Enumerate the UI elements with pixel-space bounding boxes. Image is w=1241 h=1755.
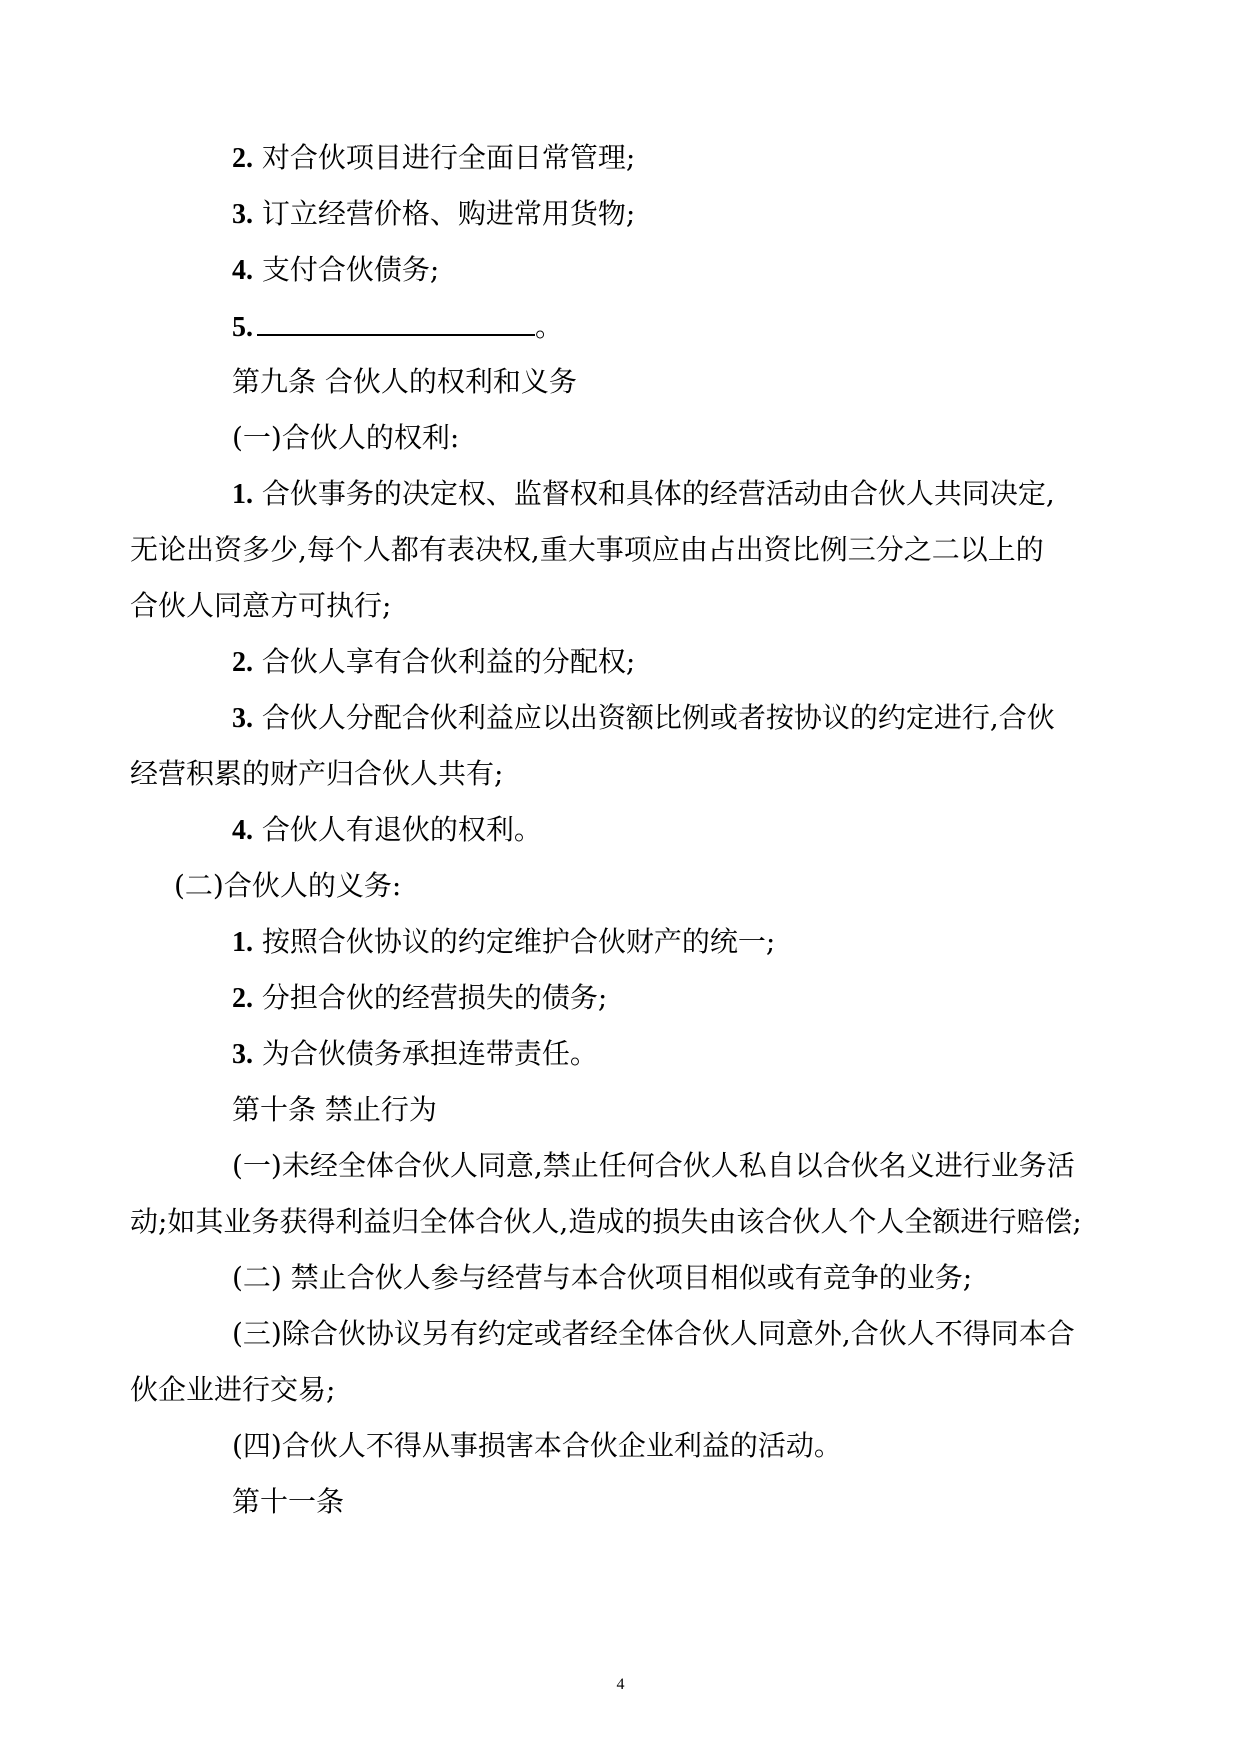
duties-heading: (二)合伙人的义务: (174, 869, 402, 902)
item-text: 订立经营价格、购进常用货物; (261, 197, 636, 230)
item-text: 合伙人分配合伙利益应以出资额比例或者按协议的约定进行,合伙 (261, 701, 1055, 734)
list-item (232, 644, 635, 681)
paragraph: (四)合伙人不得从事损害本合伙企业利益的活动。 (232, 1429, 842, 1462)
page-number: 4 (616, 1676, 625, 1693)
item-text: 为合伙债务承担连带责任。 (261, 1037, 598, 1070)
list-item (232, 1036, 598, 1073)
item-number: 2. (232, 143, 253, 174)
item-text: 合伙人享有合伙利益的分配权; (261, 645, 636, 678)
item-text: 合伙人有退伙的权利。 (261, 813, 542, 846)
item-text: 支付合伙债务; (261, 253, 440, 286)
item-number: 2. (232, 983, 253, 1014)
article-11-heading: 第十一条 (232, 1485, 345, 1518)
article-10-heading: 第十条 禁止行为 (232, 1093, 437, 1126)
item-number: 1. (232, 479, 253, 510)
item-text: 合伙事务的决定权、监督权和具体的经营活动由合伙人共同决定, (261, 477, 1055, 510)
list-item (232, 196, 635, 233)
item-number: 4. (232, 255, 253, 286)
item-number: 4. (232, 815, 253, 846)
paragraph-continuation: 动;如其业务获得利益归全体合伙人,造成的损失由该合伙人个人全额进行赔偿; (130, 1205, 1082, 1238)
item-number: 5. (232, 312, 253, 343)
list-item (232, 476, 1055, 513)
item-number: 3. (232, 703, 253, 734)
list-item (232, 700, 1055, 737)
item-end-mark: 。 (535, 310, 564, 343)
paragraph-continuation: 无论出资多少,每个人都有表决权,重大事项应由占出资比例三分之二以上的 (130, 533, 1044, 566)
list-item (232, 924, 775, 961)
list-item (232, 812, 542, 849)
paragraph: (二) 禁止合伙人参与经营与本合伙项目相似或有竞争的业务; (232, 1261, 973, 1294)
list-item (232, 140, 635, 177)
paragraph: (一)未经全体合伙人同意,禁止任何合伙人私自以合伙名义进行业务活 (232, 1149, 1075, 1182)
paragraph-continuation: 合伙人同意方可执行; (130, 589, 392, 622)
item-text: 对合伙项目进行全面日常管理; (261, 141, 636, 174)
list-item (232, 980, 607, 1017)
paragraph-continuation: 伙企业进行交易; (130, 1373, 336, 1406)
item-number: 3. (232, 199, 253, 230)
article-9-heading: 第九条 合伙人的权利和义务 (232, 365, 577, 398)
item-number: 2. (232, 647, 253, 678)
fill-in-blank (257, 308, 535, 336)
paragraph: (三)除合伙协议另有约定或者经全体合伙人同意外,合伙人不得同本合 (232, 1317, 1075, 1350)
item-number: 1. (232, 927, 253, 958)
list-item (232, 252, 439, 289)
item-text: 按照合伙协议的约定维护合伙财产的统一; (261, 925, 776, 958)
list-item (232, 308, 563, 346)
paragraph-continuation: 经营积累的财产归合伙人共有; (130, 757, 504, 790)
item-number: 3. (232, 1039, 253, 1070)
rights-heading: (一)合伙人的权利: (232, 421, 460, 454)
item-text: 分担合伙的经营损失的债务; (261, 981, 608, 1014)
